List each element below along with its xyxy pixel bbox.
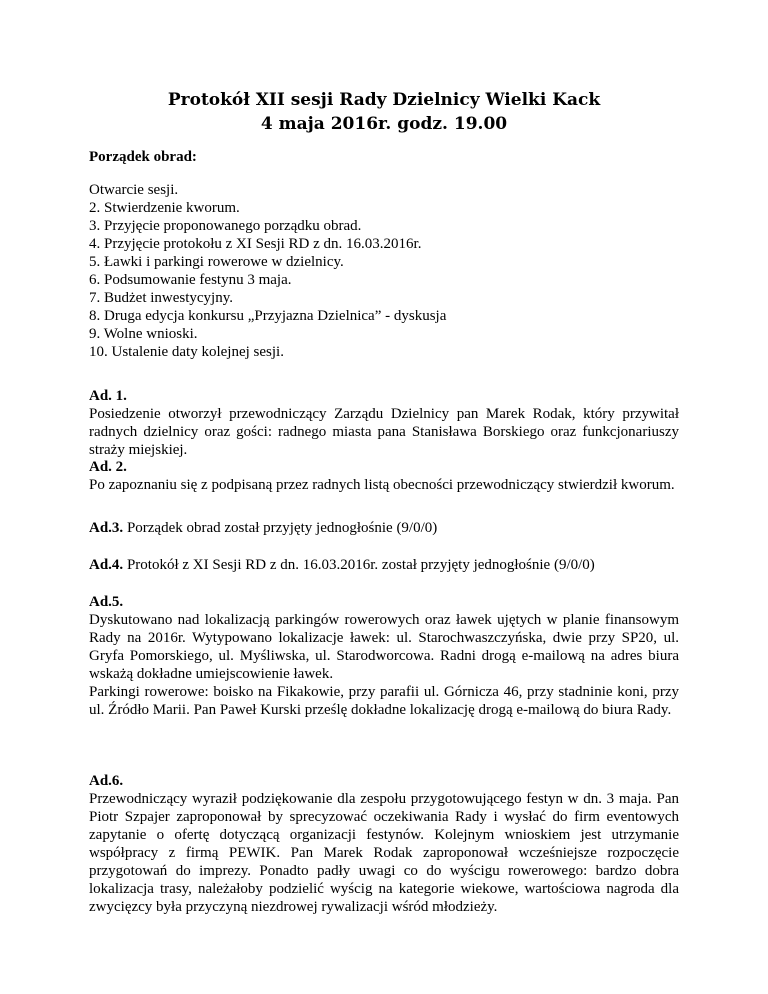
- agenda-heading: Porządek obrad:: [89, 149, 197, 165]
- section-ad-6: [89, 772, 679, 916]
- section-heading: Ad.4.: [89, 557, 124, 573]
- section-heading: Ad.6.: [89, 773, 124, 789]
- agenda-item: 5. Ławki i parkingi rowerowe w dzielnicy.: [89, 254, 344, 270]
- agenda-item: Otwarcie sesji.: [89, 182, 179, 198]
- section-heading: Ad.5.: [89, 594, 124, 610]
- agenda-item: 4. Przyjęcie protokołu z XI Sesji RD z dn. 16.03.2016r.: [89, 236, 422, 252]
- title-line-1: Protokół XII sesji Rady Dzielnicy Wielki Kack: [167, 90, 601, 110]
- section-ad-5: [89, 593, 679, 719]
- document-title: [89, 88, 679, 136]
- section-body: Przewodniczący wyraził podziękowanie dla zespołu przygotowującego festyn w dn. 3 maja. Pan Piotr Szpajer zaproponował by sprecyzować oczekiwania Rady i wysłać do firm eventowych zapytanie o ofertę dotyczącą organizacji festynów. Kolejnym wnioskiem jest utrzymanie współpracy z firmą PEWIK. Pan Marek Rodak zaproponował wcześniejsze rozpoczęcie przygotowań do imprezy. Ponadto padły uwagi co do wyścigu rowerowego: bardzo dobra lokalizacja trasy, należałoby podzielić wyścig na kategorie wiekowe, wartościowa nagroda dla zwycięzcy była przyczyną niezdrowej rywalizacji wśród młodzieży.: [89, 791, 679, 915]
- section-body: Posiedzenie otworzył przewodniczący Zarządu Dzielnicy pan Marek Rodak, który przywitał radnych dzielnicy oraz gości: radnego miasta pana Stanisława Borskiego oraz funkcjonariuszy straży miejskiej.: [89, 406, 679, 458]
- agenda-item: 8. Druga edycja konkursu „Przyjazna Dzielnica” - dyskusja: [89, 308, 447, 324]
- section-body: Dyskutowano nad lokalizacją parkingów rowerowych oraz ławek ujętych w planie finansowym Rady na 2016r. Wytypowano lokalizacje ławek: ul. Starochwaszczyńska, dwie przy SP20, ul. Gryfa Pomorskiego, ul. Myśliwska, ul. Starodworcowa. Radni drogą e-mailową na adres biura wskażą dokładne umiejscowienie ławek.: [89, 612, 679, 682]
- agenda-item: 10. Ustalenie daty kolejnej sesji.: [89, 344, 284, 360]
- section-body: Protokół z XI Sesji RD z dn. 16.03.2016r. został przyjęty jednogłośnie (9/0/0): [123, 557, 595, 573]
- section-ad-1: [89, 387, 679, 459]
- section-body: Porządek obrad został przyjęty jednogłośnie (9/0/0): [123, 520, 438, 536]
- agenda-item: 6. Podsumowanie festynu 3 maja.: [89, 272, 292, 288]
- agenda-item: 7. Budżet inwestycyjny.: [89, 290, 234, 306]
- section-ad-3: [89, 519, 679, 537]
- section-body: Po zapoznaniu się z podpisaną przez radnych listą obecności przewodniczący stwierdził kworum.: [89, 477, 675, 493]
- title-line-2: 4 maja 2016r. godz. 19.00: [260, 114, 508, 134]
- section-ad-4: [89, 556, 679, 574]
- agenda-list: [89, 181, 679, 361]
- section-ad-2: [89, 458, 679, 494]
- section-heading: Ad. 2.: [89, 459, 127, 475]
- agenda-item: 3. Przyjęcie proponowanego porządku obrad.: [89, 218, 362, 234]
- agenda-item: 9. Wolne wnioski.: [89, 326, 198, 342]
- section-body: Parkingi rowerowe: boisko na Fikakowie, przy parafii ul. Górnicza 46, przy stadninie koni, przy ul. Źródło Marii. Pan Paweł Kurski prześlę dokładne lokalizację drogą e-mailową do biura Rady.: [89, 684, 679, 718]
- section-heading: Ad. 1.: [89, 388, 127, 404]
- agenda-item: 2. Stwierdzenie kworum.: [89, 200, 240, 216]
- section-heading: Ad.3.: [89, 520, 124, 536]
